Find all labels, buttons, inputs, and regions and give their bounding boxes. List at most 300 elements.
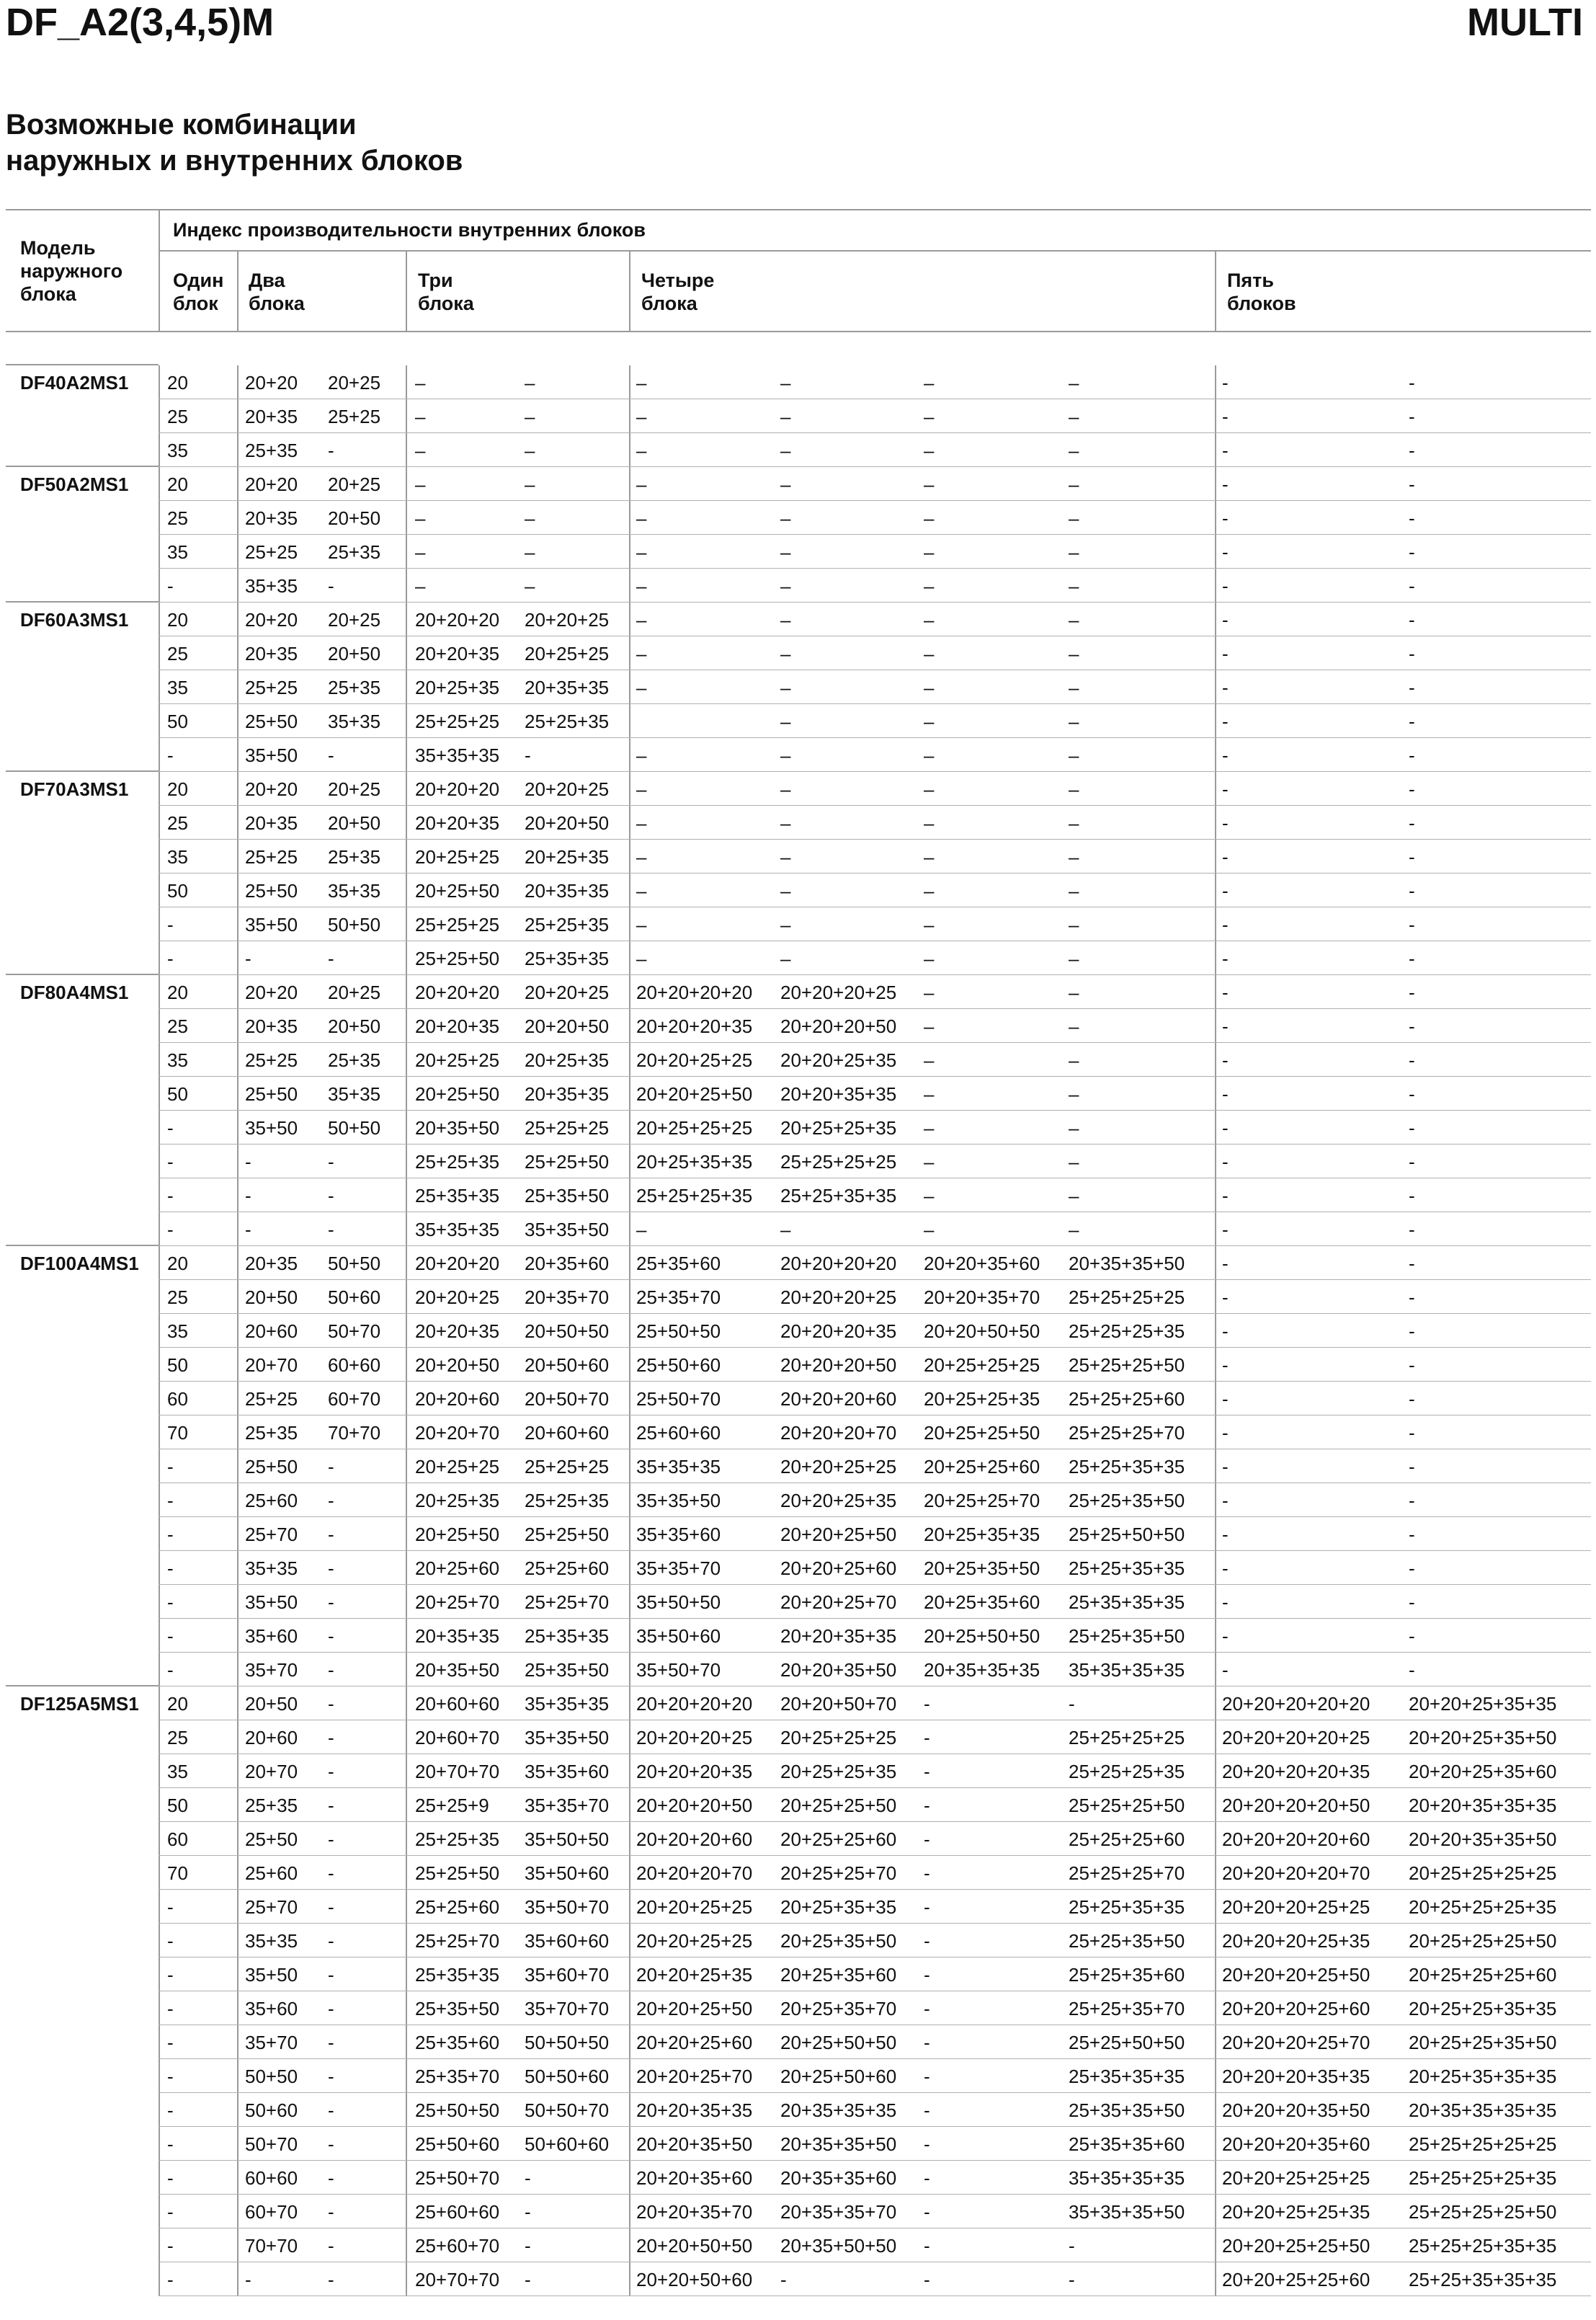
four-units-c-cell: 20+25+50+50 [924, 1625, 1040, 1647]
four-units-d-cell: – [1069, 1083, 1079, 1105]
column-divider [629, 1856, 630, 1890]
four-units-d-cell: – [1069, 982, 1079, 1003]
column-divider [1215, 907, 1216, 941]
column-divider [406, 1890, 407, 1924]
column-divider [159, 1415, 160, 1449]
five-units-b-cell: - [1409, 1490, 1415, 1511]
column-divider [159, 1585, 160, 1619]
column-divider [237, 1415, 238, 1449]
two-units-b-cell: - [328, 2066, 334, 2087]
column-divider [1215, 1246, 1216, 1280]
column-divider [406, 840, 407, 874]
three-units-cell: – [415, 372, 426, 394]
three-units-b-cell: 25+35+35 [525, 948, 610, 969]
table-row [0, 1145, 1596, 1178]
four-units-c-cell: 20+20+35+70 [924, 1286, 1040, 1308]
four-units-cell: 35+35+60 [636, 1524, 721, 1545]
column-divider [406, 399, 407, 433]
two-units-cell: 35+50 [245, 1117, 298, 1139]
four-units-c-cell: – [924, 474, 935, 495]
column-divider [629, 1788, 630, 1822]
column-divider [159, 603, 160, 636]
four-units-b-cell: 20+25+35+35 [780, 1896, 897, 1918]
column-divider [629, 433, 630, 467]
one-unit-cell: 25 [167, 406, 188, 427]
header-vrule-three [629, 250, 630, 332]
column-divider [629, 1415, 630, 1449]
one-unit-cell: 25 [167, 1286, 188, 1308]
three-units-cell: 20+20+35 [415, 1015, 500, 1037]
two-units-b-cell: - [328, 1185, 334, 1206]
column-divider [1215, 1856, 1216, 1890]
column-divider [237, 1077, 238, 1111]
column-divider [406, 1382, 407, 1415]
column-divider [159, 1653, 160, 1686]
five-units-cell: - [1222, 541, 1229, 563]
five-units-b-cell: 20+35+35+35+35 [1409, 2099, 1557, 2121]
column-divider [629, 1348, 630, 1382]
two-units-b-cell: 35+35 [328, 1083, 381, 1105]
five-units-cell: - [1222, 1659, 1229, 1681]
one-unit-cell: - [167, 1964, 174, 1986]
column-divider [237, 1246, 238, 1280]
column-divider [1215, 1822, 1216, 1856]
five-units-cell: - [1222, 1219, 1229, 1240]
four-units-b-cell: 20+20+20+20 [780, 1253, 897, 1274]
four-units-cell: 35+35+70 [636, 1557, 721, 1579]
column-divider [629, 1314, 630, 1348]
five-units-cell: 20+20+20+25+70 [1222, 2032, 1370, 2053]
column-divider [237, 1822, 238, 1856]
column-divider [159, 1043, 160, 1077]
table-row [0, 975, 1596, 1009]
column-divider [406, 2025, 407, 2059]
column-divider [237, 2195, 238, 2228]
column-divider [237, 2093, 238, 2127]
column-divider [1215, 433, 1216, 467]
header-vrule-one [237, 250, 238, 332]
column-divider [406, 1788, 407, 1822]
two-units-cell: 25+60 [245, 1490, 298, 1511]
column-divider [237, 603, 238, 636]
one-unit-cell: - [167, 1625, 174, 1647]
one-unit-cell: 25 [167, 643, 188, 665]
five-units-b-cell: - [1409, 1456, 1415, 1477]
column-divider [629, 1483, 630, 1517]
four-units-b-cell: 20+25+50+60 [780, 2066, 897, 2087]
four-units-d-cell: 25+35+35+50 [1069, 2099, 1185, 2121]
model-group-rule [6, 1245, 159, 1246]
column-divider [159, 1856, 160, 1890]
one-unit-cell: - [167, 1591, 174, 1613]
two-units-cell: 35+70 [245, 2032, 298, 2053]
column-divider [237, 1991, 238, 2025]
column-divider [1215, 1551, 1216, 1585]
three-units-b-cell: 20+35+60 [525, 1253, 610, 1274]
column-divider [629, 1619, 630, 1653]
column-divider [159, 1619, 160, 1653]
outdoor-model-label: DF40A2MS1 [20, 372, 129, 394]
three-units-b-cell: 20+25+25 [525, 643, 610, 665]
one-unit-cell: - [167, 2167, 174, 2189]
table-row [0, 772, 1596, 806]
table-row [0, 670, 1596, 704]
four-units-b-cell: – [780, 812, 791, 834]
section-title-line-2: наружных и внутренних блоков [6, 145, 463, 177]
three-units-cell: 20+25+50 [415, 1083, 500, 1105]
column-divider [159, 1009, 160, 1043]
three-units-b-cell: 35+35+60 [525, 1761, 610, 1782]
two-units-cell: 25+35 [245, 440, 298, 461]
column-divider [1215, 1619, 1216, 1653]
five-units-cell: - [1222, 474, 1229, 495]
two-units-cell: 25+25 [245, 541, 298, 563]
three-units-b-cell: – [525, 507, 535, 529]
column-divider [629, 2025, 630, 2059]
four-units-d-cell: 25+25+25+60 [1069, 1388, 1185, 1410]
four-units-c-cell: - [924, 1795, 930, 1816]
column-divider [406, 1686, 407, 1720]
column-divider [1215, 636, 1216, 670]
one-unit-cell: - [167, 1930, 174, 1952]
table-row [0, 907, 1596, 941]
two-units-b-cell: 50+60 [328, 1286, 381, 1308]
four-units-c-cell: – [924, 711, 935, 732]
four-units-cell: – [636, 914, 647, 935]
column-divider [629, 2059, 630, 2093]
four-units-cell: 20+20+25+50 [636, 1998, 753, 2019]
column-divider [159, 907, 160, 941]
two-units-cell: 50+50 [245, 2066, 298, 2087]
four-units-b-cell: – [780, 880, 791, 902]
three-units-b-cell: 20+20+25 [525, 609, 610, 631]
four-units-b-cell: 20+20+25+60 [780, 1557, 897, 1579]
two-units-cell: 60+70 [245, 2201, 298, 2223]
one-unit-cell: - [167, 2201, 174, 2223]
four-units-cell: 35+50+50 [636, 1591, 721, 1613]
column-divider [629, 1686, 630, 1720]
two-units-cell: 25+25 [245, 1388, 298, 1410]
column-divider [237, 1483, 238, 1517]
four-units-d-cell: – [1069, 575, 1079, 597]
one-unit-cell: - [167, 2066, 174, 2087]
two-units-b-cell: - [328, 2032, 334, 2053]
four-units-c-cell: - [924, 1964, 930, 1986]
four-units-b-cell: 20+25+25+35 [780, 1117, 897, 1139]
two-units-b-cell: - [328, 1557, 334, 1579]
column-divider [629, 501, 630, 535]
three-units-cell: 25+25+35 [415, 1828, 500, 1850]
four-units-b-cell: – [780, 507, 791, 529]
four-units-c-cell: - [924, 1862, 930, 1884]
two-units-b-cell: 20+50 [328, 507, 381, 529]
column-divider [237, 1653, 238, 1686]
five-units-b-cell: 20+20+35+35+35 [1409, 1795, 1557, 1816]
four-units-cell: 20+20+20+35 [636, 1015, 753, 1037]
table-row [0, 501, 1596, 535]
column-divider [159, 1246, 160, 1280]
three-units-b-cell: 35+35+70 [525, 1795, 610, 1816]
column-divider [406, 738, 407, 772]
three-units-b-cell: 20+20+50 [525, 1015, 610, 1037]
five-units-b-cell: - [1409, 1117, 1415, 1139]
five-units-cell: 20+20+25+25+60 [1222, 2269, 1370, 2290]
four-units-b-cell: 20+20+25+35 [780, 1490, 897, 1511]
column-divider [629, 1822, 630, 1856]
five-units-b-cell: - [1409, 1219, 1415, 1240]
column-divider [406, 467, 407, 501]
header-vrule-two [406, 250, 407, 332]
table-row [0, 1483, 1596, 1517]
column-divider [629, 1212, 630, 1246]
four-units-c-cell: – [924, 440, 935, 461]
five-units-b-cell: - [1409, 1015, 1415, 1037]
column-divider [406, 1009, 407, 1043]
four-units-d-cell: 25+25+25+50 [1069, 1354, 1185, 1376]
column-divider [237, 874, 238, 907]
table-row [0, 941, 1596, 975]
four-units-d-cell: - [1069, 2235, 1075, 2257]
four-units-d-cell: 25+25+50+50 [1069, 2032, 1185, 2053]
four-units-cell: 35+35+50 [636, 1490, 721, 1511]
one-unit-cell: - [167, 948, 174, 969]
three-units-cell: 25+35+70 [415, 2066, 500, 2087]
three-units-b-cell: – [525, 575, 535, 597]
five-units-cell: - [1222, 1456, 1229, 1477]
one-unit-cell: 20 [167, 1693, 188, 1715]
four-units-c-cell: - [924, 1930, 930, 1952]
model-group-rule [6, 466, 159, 467]
four-units-d-cell: 25+25+35+50 [1069, 1625, 1185, 1647]
four-units-c-cell: 20+25+35+50 [924, 1557, 1040, 1579]
three-units-cell: 25+35+35 [415, 1964, 500, 1986]
five-units-b-cell: - [1409, 1286, 1415, 1308]
four-units-d-cell: – [1069, 711, 1079, 732]
two-units-cell: - [245, 1185, 251, 1206]
model-group-rule [6, 974, 159, 975]
column-divider [237, 1280, 238, 1314]
table-row [0, 1009, 1596, 1043]
two-units-cell: 20+35 [245, 1253, 298, 1274]
four-units-b-cell: – [780, 745, 791, 766]
five-units-b-cell: - [1409, 1422, 1415, 1444]
table-row [0, 1822, 1596, 1856]
one-unit-cell: 35 [167, 677, 188, 698]
five-units-cell: 20+20+20+20+70 [1222, 1862, 1370, 1884]
column-divider [406, 1653, 407, 1686]
three-units-cell: 20+20+35 [415, 812, 500, 834]
column-divider [1215, 2161, 1216, 2195]
five-units-cell: 20+20+25+25+25 [1222, 2167, 1370, 2189]
column-divider [159, 1517, 160, 1551]
three-units-cell: 20+25+60 [415, 1557, 500, 1579]
three-units-cell: 25+25+60 [415, 1896, 500, 1918]
four-units-d-cell: 25+25+25+70 [1069, 1862, 1185, 1884]
column-divider [1215, 1280, 1216, 1314]
four-units-c-cell: 20+20+35+60 [924, 1253, 1040, 1274]
model-group-rule [6, 770, 159, 772]
outdoor-model-label: DF100A4MS1 [20, 1253, 139, 1274]
two-units-b-cell: 60+70 [328, 1388, 381, 1410]
column-divider [406, 1957, 407, 1991]
four-units-d-cell: – [1069, 880, 1079, 902]
one-unit-cell: - [167, 2235, 174, 2257]
three-units-b-cell: - [525, 2235, 531, 2257]
three-units-b-cell: 35+35+35 [525, 1693, 610, 1715]
four-units-c-cell: 20+25+25+35 [924, 1388, 1040, 1410]
column-divider [159, 2127, 160, 2161]
four-units-cell: 20+20+25+70 [636, 2066, 753, 2087]
column-divider [629, 772, 630, 806]
four-units-b-cell: 20+25+50+50 [780, 2032, 897, 2053]
five-units-cell: 20+20+20+20+35 [1222, 1761, 1370, 1782]
four-units-b-cell: – [780, 406, 791, 427]
column-divider [629, 1754, 630, 1788]
one-unit-cell: - [167, 1151, 174, 1173]
table-row [0, 1517, 1596, 1551]
four-units-cell: – [636, 541, 647, 563]
three-units-cell: 20+25+50 [415, 880, 500, 902]
five-units-b-cell: - [1409, 711, 1415, 732]
four-units-d-cell: 25+35+35+35 [1069, 2066, 1185, 2087]
two-units-cell: 35+60 [245, 1625, 298, 1647]
four-units-c-cell: – [924, 1083, 935, 1105]
column-divider [159, 1348, 160, 1382]
column-divider [1215, 2228, 1216, 2262]
four-units-d-cell: – [1069, 541, 1079, 563]
four-units-cell: – [636, 1219, 647, 1240]
column-divider [159, 1551, 160, 1585]
two-units-cell: 25+25 [245, 677, 298, 698]
three-units-cell: 25+25+25 [415, 711, 500, 732]
four-units-c-cell: 20+25+25+25 [924, 1354, 1040, 1376]
column-divider [406, 1991, 407, 2025]
four-units-b-cell: 20+20+20+50 [780, 1354, 897, 1376]
two-units-b-cell: 70+70 [328, 1422, 381, 1444]
four-units-c-cell: - [924, 2099, 930, 2121]
column-divider [1215, 1653, 1216, 1686]
four-units-cell: 20+20+20+35 [636, 1761, 753, 1782]
five-units-b-cell: - [1409, 1625, 1415, 1647]
two-units-b-cell: 25+35 [328, 1049, 381, 1071]
one-unit-cell: 50 [167, 711, 188, 732]
column-divider [629, 365, 630, 399]
column-divider [1215, 2093, 1216, 2127]
column-divider [159, 738, 160, 772]
three-units-cell: 25+50+60 [415, 2133, 500, 2155]
one-unit-cell: 20 [167, 474, 188, 495]
column-divider [159, 2195, 160, 2228]
table-row [0, 1212, 1596, 1246]
table-row [0, 1957, 1596, 1991]
column-divider [237, 1517, 238, 1551]
column-divider [237, 1145, 238, 1178]
two-units-cell: 25+25 [245, 846, 298, 868]
four-units-d-cell: – [1069, 677, 1079, 698]
four-units-d-cell: – [1069, 406, 1079, 427]
table-row [0, 1314, 1596, 1348]
five-units-cell: - [1222, 846, 1229, 868]
column-divider [237, 1585, 238, 1619]
column-divider [237, 1348, 238, 1382]
one-unit-cell: 25 [167, 1015, 188, 1037]
three-units-cell: 25+25+9 [415, 1795, 489, 1816]
column-divider [629, 2262, 630, 2296]
four-units-c-cell: 20+25+25+60 [924, 1456, 1040, 1477]
five-units-b-cell: - [1409, 1083, 1415, 1105]
two-units-cell: 35+50 [245, 1591, 298, 1613]
table-row [0, 2093, 1596, 2127]
column-divider [406, 2059, 407, 2093]
four-units-d-cell: – [1069, 914, 1079, 935]
two-units-cell: 20+35 [245, 507, 298, 529]
four-units-b-cell: 20+20+25+35 [780, 1049, 897, 1071]
three-units-cell: 20+20+35 [415, 643, 500, 665]
column-divider [1215, 603, 1216, 636]
three-units-b-cell: 35+60+60 [525, 1930, 610, 1952]
five-units-cell: - [1222, 1151, 1229, 1173]
four-units-cell: – [636, 745, 647, 766]
four-units-d-cell: – [1069, 1151, 1079, 1173]
one-unit-cell: - [167, 1117, 174, 1139]
five-units-cell: - [1222, 1117, 1229, 1139]
column-divider [406, 941, 407, 975]
four-units-cell: 20+20+25+60 [636, 2032, 753, 2053]
four-units-c-cell: – [924, 372, 935, 394]
three-units-b-cell: 20+25+35 [525, 1049, 610, 1071]
column-divider [237, 399, 238, 433]
two-units-cell: 25+25 [245, 1049, 298, 1071]
column-divider [629, 2195, 630, 2228]
four-units-b-cell: 20+20+20+25 [780, 982, 897, 1003]
column-divider [237, 1686, 238, 1720]
column-divider [629, 941, 630, 975]
three-units-b-cell: 35+50+70 [525, 1896, 610, 1918]
four-units-c-cell: – [924, 575, 935, 597]
four-units-header: Четыре блока [641, 270, 715, 314]
three-units-cell: 20+70+70 [415, 1761, 500, 1782]
five-units-cell: 20+20+20+35+60 [1222, 2133, 1370, 2155]
four-units-b-cell: – [780, 372, 791, 394]
column-divider [237, 907, 238, 941]
three-units-cell: 20+70+70 [415, 2269, 500, 2290]
four-units-d-cell: – [1069, 948, 1079, 969]
five-units-b-cell: - [1409, 609, 1415, 631]
five-units-cell: 20+20+20+25+60 [1222, 1998, 1370, 2019]
column-divider [1215, 1314, 1216, 1348]
two-units-b-cell: - [328, 1727, 334, 1748]
five-units-cell: 20+20+20+25+50 [1222, 1964, 1370, 1986]
three-units-cell: 25+25+25 [415, 914, 500, 935]
two-units-cell: - [245, 948, 251, 969]
table-row [0, 569, 1596, 603]
five-units-cell: - [1222, 914, 1229, 935]
four-units-c-cell: - [924, 1761, 930, 1782]
column-divider [159, 1314, 160, 1348]
two-units-b-cell: 20+25 [328, 609, 381, 631]
column-divider [237, 1890, 238, 1924]
header-vrule-model [159, 209, 160, 332]
two-units-b-cell: - [328, 1795, 334, 1816]
column-divider [1215, 772, 1216, 806]
one-unit-cell: 50 [167, 1795, 188, 1816]
five-units-b-cell: 20+25+25+25+60 [1409, 1964, 1557, 1986]
four-units-b-cell: 20+20+20+70 [780, 1422, 897, 1444]
one-unit-cell: 35 [167, 1049, 188, 1071]
three-units-b-cell: 25+25+50 [525, 1524, 610, 1545]
four-units-cell: 20+20+20+50 [636, 1795, 753, 1816]
four-units-cell: 25+25+25+35 [636, 1185, 753, 1206]
